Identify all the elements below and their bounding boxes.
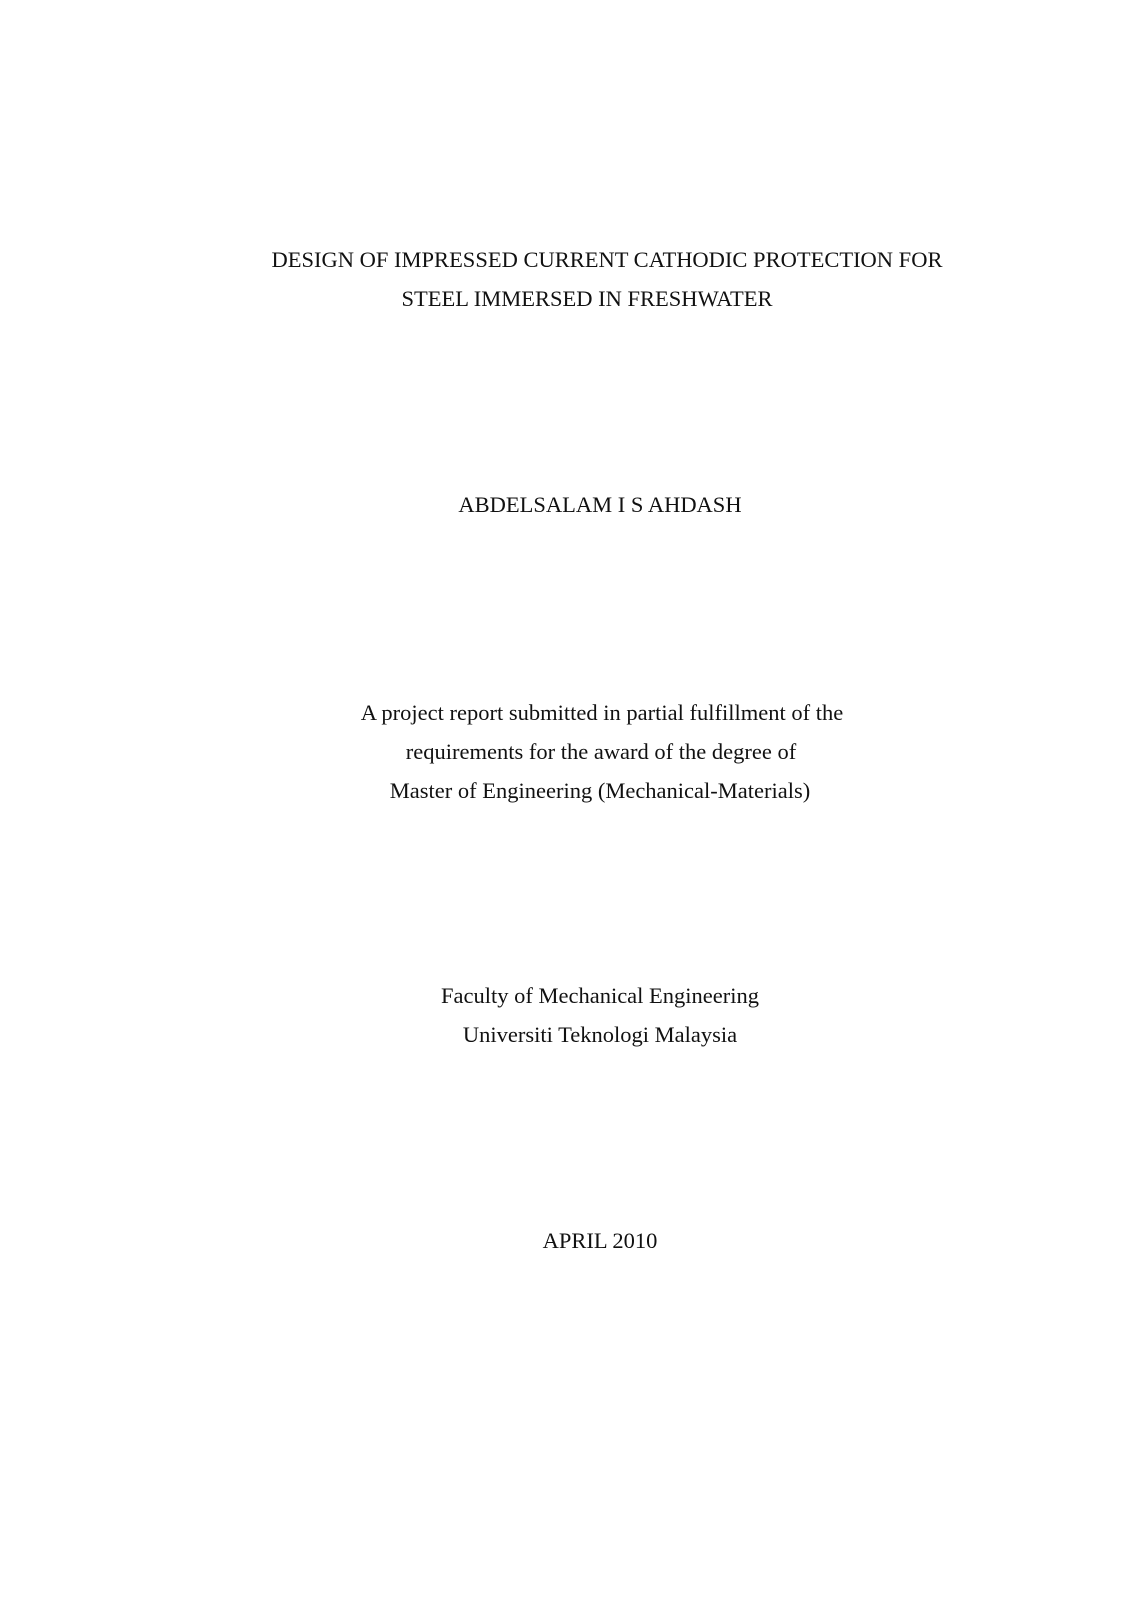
title-line-1: DESIGN OF IMPRESSED CURRENT CATHODIC PROTECTION FOR	[271, 247, 943, 272]
title-line-2: STEEL IMMERSED IN FRESHWATER	[401, 286, 773, 311]
faculty-name: Faculty of Mechanical Engineering	[440, 983, 760, 1008]
degree-name: Master of Engineering (Mechanical-Materials)	[389, 778, 811, 803]
author-name: ABDELSALAM I S AHDASH	[458, 492, 742, 517]
university-name: Universiti Teknologi Malaysia	[462, 1022, 738, 1047]
submission-line-2: requirements for the award of the degree of	[405, 739, 797, 764]
submission-line-1: A project report submitted in partial fulfillment of the	[360, 700, 844, 725]
submission-date: APRIL 2010	[542, 1228, 658, 1253]
